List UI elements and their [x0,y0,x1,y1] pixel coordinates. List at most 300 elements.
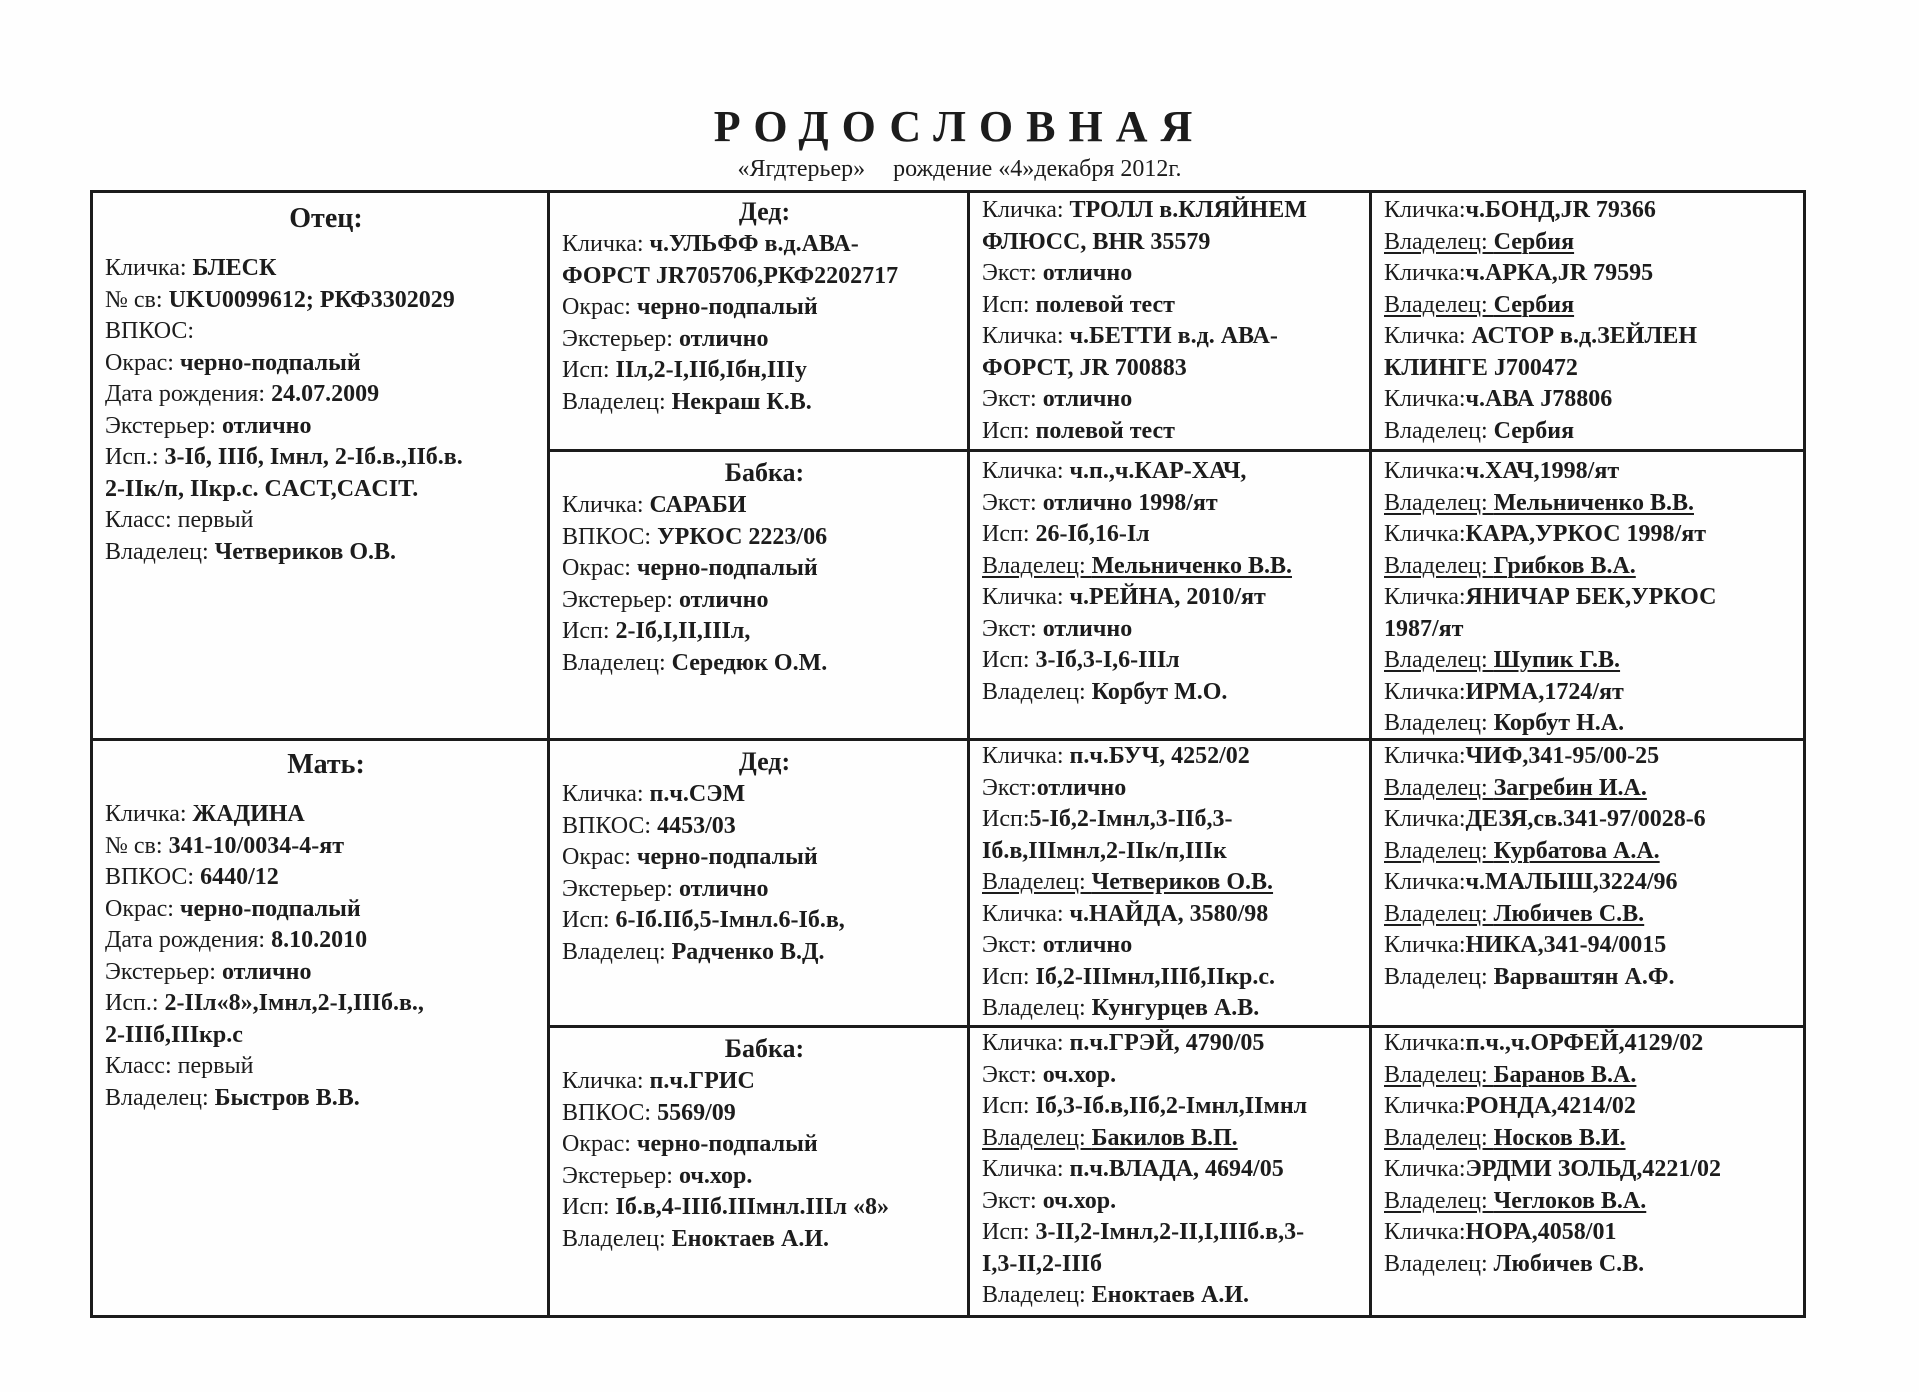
field-value: ч.п.,ч.КАР-ХАЧ, [1069,458,1247,484]
record-line [562,1066,967,1098]
record-line [1384,195,1803,227]
field-value: оч.хор. [1042,1061,1117,1088]
field-label: Кличка: [562,781,650,807]
field-value: отлично [1042,932,1133,958]
field-value: полевой тест [1035,417,1175,444]
field-label: Окрас: [562,294,637,320]
field-value: ч.РЕЙНА, 2010/ят [1069,584,1266,610]
field-value: черно-подпалый [636,1131,818,1157]
field-value: Мельниченко В.В. [1091,552,1292,579]
record-line [562,1224,967,1256]
record-line [105,442,547,474]
record-line [1384,773,1803,805]
record-line [1384,741,1803,773]
great-grandparents-cell [970,193,1369,449]
field-label: Владелец: [1384,837,1494,864]
field-value: отлично [678,325,769,352]
record-line [562,779,967,811]
field-value: КЛИНГЕ J700472 [1384,354,1578,381]
record-line [982,1123,1369,1155]
record-line [105,925,547,957]
record-line [105,285,547,317]
field-label: ВПКОС: [562,523,658,550]
record-line [562,937,967,969]
record-line [982,614,1369,646]
field-label: Исп.: [105,444,165,470]
field-value: 3-Iб,3-I,6-IIIл [1035,647,1180,673]
record-line [105,505,547,537]
record-line [1384,836,1803,868]
field-label: Кличка: [105,255,193,281]
great-grandparents-cell [970,741,1369,1025]
field-label: Кличка: [562,231,650,257]
record-line [105,316,547,348]
field-value: Любичев С.В. [1493,900,1645,927]
field-label: Владелец: [1384,900,1494,927]
field-label: Кличка: [562,492,650,518]
field-value: ДЕЗЯ,св.341-97/0028-6 [1465,806,1706,832]
field-value: п.ч.ГРЭЙ, 4790/05 [1069,1030,1265,1056]
field-value: 341-10/0034-4-ят [168,832,344,859]
field-label: Дата рождения: [105,927,272,953]
field-value: НОРА,4058/01 [1465,1219,1617,1245]
record-line [105,862,547,894]
field-label: Кличка: [1384,386,1466,412]
record-line [562,874,967,906]
record-line [105,1020,547,1052]
record-line [562,324,967,356]
document-title: РОДОСЛОВНАЯ [713,102,1206,151]
field-label: № св: [105,832,169,859]
field-label: Исп: [982,521,1036,547]
field-label: Кличка: [1384,1093,1466,1119]
record-line [1384,1249,1803,1281]
field-value: 1987/ят [1384,615,1464,642]
field-label: Владелец: [982,678,1092,705]
field-label: Кличка: [1384,932,1466,958]
field-value: 26-Iб,16-Iл [1035,521,1150,547]
field-label: Владелец: [105,1084,215,1111]
field-value: оч.хор. [678,1162,753,1189]
field-label: Кличка: [1384,260,1466,286]
field-label: Исп: [982,963,1036,990]
field-label: Владелец: [1384,552,1494,579]
field-value: отлично [1042,260,1133,286]
field-value: ч.АРКА,JR 79595 [1465,260,1654,286]
field-value: отлично [1036,774,1127,801]
field-label: Владелец: [1384,417,1494,444]
record-line [105,799,547,831]
record-line [1384,416,1803,448]
record-line [105,537,547,569]
record-line [1384,582,1803,614]
record-line [1384,1060,1803,1092]
field-value: отлично [1042,615,1133,642]
field-label: Исп: [562,1194,616,1220]
field-value: 6440/12 [200,864,279,890]
field-label: Экст: [982,615,1043,642]
field-value: ч.БОНД,JR 79366 [1465,197,1656,223]
record-line [982,962,1369,994]
record-line [982,836,1369,868]
field-label: ВПКОС: [105,864,201,890]
field-value: 3-Iб, IIIб, Iмнл, 2-Iб.в.,IIб.в. [164,444,463,470]
record-line [105,348,547,380]
field-label: Исп: [982,1219,1036,1245]
record-line [1384,1186,1803,1218]
record-line [1384,258,1803,290]
field-label: Кличка: [1384,584,1466,610]
field-label: ВПКОС: [562,1099,658,1126]
field-value: черно-подпалый [636,555,818,581]
field-label: Кличка: [562,1068,650,1094]
field-value: отлично [1042,386,1133,412]
field-value: 5569/09 [657,1099,736,1126]
field-value: Корбут Н.А. [1493,710,1625,736]
field-label: Кличка: [982,1156,1070,1182]
field-value: отлично [221,958,312,985]
field-label: Владелец: [982,995,1092,1021]
field-value: ч.БЕТТИ в.д. АВА- [1069,323,1278,349]
field-value: 6-Iб.IIб,5-Iмнл.6-Iб.в, [615,907,845,933]
field-value: УРКОС 2223/06 [657,523,828,550]
field-value: отлично [678,875,769,902]
field-label: Владелец: [982,1124,1092,1151]
field-value: ч.АВА J78806 [1465,386,1613,412]
field-value: ч.УЛЬФФ в.д.АВА- [649,231,859,257]
field-value: Еноктаев А.И. [671,1225,829,1252]
field-value: БЛЕСК [192,255,277,281]
record-line [982,741,1369,773]
field-value: АСТОР в.д.ЗЕЙЛЕН [1471,323,1698,349]
field-label: Кличка: [1384,1156,1466,1182]
field-label: Экстерьер: [105,958,222,985]
field-label: Владелец: [1384,228,1494,255]
field-label: Кличка: [982,197,1070,223]
field-value: полевой тест [1035,291,1175,318]
breed-name: «Ягдтерьер» [737,156,866,182]
field-value: 5-Iб,2-Iмнл,3-IIб,3- [1029,806,1233,832]
record-line [1384,708,1803,740]
cell-heading: Дед: [738,747,791,776]
field-label: Владелец: [1384,963,1494,990]
record-line [982,195,1369,227]
record-line [105,474,547,506]
field-value: Сербия [1493,291,1575,318]
field-value: черно-подпалый [179,895,361,922]
field-label: Кличка: [1384,197,1466,223]
record-line [1384,290,1803,322]
record-line [1384,1123,1803,1155]
record-line [562,292,967,324]
field-value: ЭРДМИ ЗОЛЬД,4221/02 [1465,1156,1722,1182]
field-value: Iб.в,IIIмнл,2-IIк/п,IIIк [982,837,1227,864]
record-line [562,261,967,293]
field-label: Класс: первый [105,507,254,533]
field-value: ЖАДИНА [192,801,305,827]
record-line [562,355,967,387]
field-value: IIл,2-I,IIб,Iбн,IIIу [615,357,807,383]
field-label: Исп: [982,1093,1036,1119]
record-line [105,411,547,443]
field-label: Кличка: [1384,743,1466,769]
record-line [982,551,1369,583]
field-label: Исп: [562,357,616,383]
field-value: 2-Iб,I,II,IIIл, [615,618,751,644]
record-line [982,930,1369,962]
field-value: 4453/03 [657,812,736,839]
record-line [982,353,1369,385]
record-line [1384,1091,1803,1123]
field-value: 8.10.2010 [271,927,368,953]
record-line [105,379,547,411]
record-line [1384,384,1803,416]
field-label: Кличка: [982,900,1070,927]
field-value: п.ч.ГРИС [649,1068,755,1094]
record-line [982,488,1369,520]
field-label: Кличка: [1384,678,1466,705]
field-value: ФОРСТ, JR 700883 [982,354,1187,381]
field-value: ЧИФ,341-95/00-25 [1465,743,1660,769]
field-label: Окрас: [105,895,180,922]
field-value: Любичев С.В. [1493,1250,1645,1277]
record-line [105,1083,547,1115]
field-label: Кличка: [1384,323,1472,349]
record-line [1384,353,1803,385]
record-line [982,384,1369,416]
field-label: Владелец: [562,938,672,965]
field-label: Исп: [562,907,616,933]
field-value: Кунгурцев А.В. [1091,995,1260,1021]
field-value: НИКА,341-94/0015 [1465,932,1667,958]
record-line [982,1091,1369,1123]
cell-heading: Бабка: [724,1034,805,1063]
field-value: Еноктаев А.И. [1091,1282,1249,1308]
field-label: Владелец: [1384,1124,1494,1151]
record-line [1384,321,1803,353]
field-value: отлично [678,586,769,613]
birth-date: рождение «4»декабря 2012г. [893,156,1182,182]
field-label: Исп: [982,647,1036,673]
record-line [105,988,547,1020]
record-line [562,1098,967,1130]
record-line [1384,551,1803,583]
field-label: ВПКОС: [562,812,658,839]
field-label: Исп: [982,806,1030,832]
record-line [105,253,547,285]
record-line [982,290,1369,322]
field-value: 3-II,2-Iмнл,2-II,I,IIIб.в,3- [1035,1219,1305,1245]
field-label: Экст: [982,260,1043,286]
record-line [562,1161,967,1193]
field-label: Исп.: [105,990,165,1016]
record-line [982,416,1369,448]
field-label: Экст: [982,489,1043,516]
field-value: РОНДА,4214/02 [1465,1093,1636,1119]
field-label: Кличка: [1384,806,1466,832]
record-line [1384,899,1803,931]
record-line [105,831,547,863]
field-value: UKU0099612; РКФ3302029 [168,286,455,313]
maternal-grandfather-cell [550,741,967,1025]
record-line [982,1217,1369,1249]
field-value: Некраш К.В. [671,388,812,415]
cell-heading: Бабка: [724,458,805,487]
field-value: черно-подпалый [179,349,361,376]
record-line [1384,677,1803,709]
field-label: Исп: [982,417,1036,444]
field-label: Экстерьер: [105,412,222,439]
record-line [562,229,967,261]
father-cell [93,193,547,738]
record-line [1384,645,1803,677]
record-line [982,773,1369,805]
field-value: Быстров В.В. [214,1084,360,1111]
field-label: Экстерьер: [562,1162,679,1189]
field-value: Сербия [1493,228,1575,255]
record-line [982,645,1369,677]
field-label: Экст: [982,932,1043,958]
field-label: Кличка: [1384,1219,1466,1245]
field-label: Кличка: [1384,521,1466,547]
record-line [1384,456,1803,488]
field-value: отлично 1998/ят [1042,489,1218,516]
field-label: Владелец: [1384,774,1494,801]
field-label: Владелец: [1384,647,1494,673]
field-value: ТРОЛЛ в.КЛЯЙНЕМ [1069,197,1307,223]
field-value: Iб,2-IIIмнл,IIIб,IIкр.с. [1035,963,1276,990]
record-line [982,1154,1369,1186]
field-label: Кличка: [105,801,193,827]
great-great-grandparents-cell [1372,741,1803,1025]
field-label: Владелец: [562,649,672,676]
field-label: Окрас: [562,1131,637,1157]
record-line [562,616,967,648]
field-label: Кличка: [1384,458,1466,484]
field-label: Кличка: [1384,869,1466,895]
maternal-grandmother-cell [550,1028,967,1315]
field-value: Варваштян А.Ф. [1493,963,1675,990]
field-value: 2-IIл«8»,Iмнл,2-I,IIIб.в., [164,990,424,1016]
field-value: Чеглоков В.А. [1493,1187,1647,1214]
field-value: 2-IIк/п, IIкр.с. CACT,CACIT. [105,475,419,502]
mother-cell [93,741,547,1315]
record-line [1384,962,1803,994]
field-label: Окрас: [562,555,637,581]
field-value: п.ч.БУЧ, 4252/02 [1069,743,1250,769]
field-value: Iб.в,4-IIIб.IIIмнл.IIIл «8» [615,1194,889,1220]
field-value: Носков В.И. [1493,1124,1626,1151]
record-line [105,957,547,989]
field-label: Экст: [982,1187,1043,1214]
field-value: Курбатова А.А. [1493,837,1660,864]
field-label: Кличка: [982,743,1070,769]
field-value: Сербия [1493,417,1575,444]
field-label: Владелец: [562,1225,672,1252]
great-great-grandparents-cell [1372,193,1803,449]
great-great-grandparents-cell [1372,1028,1803,1315]
record-line [1384,867,1803,899]
field-value: Четвериков О.В. [1091,869,1274,895]
paternal-grandfather-cell [550,193,967,449]
record-line [1384,614,1803,646]
field-label: Владелец: [562,388,672,415]
field-value: оч.хор. [1042,1187,1117,1214]
field-label: Окрас: [562,844,637,870]
record-line [562,522,967,554]
record-line [982,1060,1369,1092]
field-value: п.ч.ВЛАДА, 4694/05 [1069,1156,1284,1182]
great-grandparents-cell [970,452,1369,738]
field-label: Владелец: [982,552,1092,579]
field-value: п.ч.СЭМ [649,781,746,807]
field-label: Кличка: [982,584,1070,610]
record-line [982,677,1369,709]
record-line [982,321,1369,353]
field-label: Исп: [982,291,1036,318]
field-label: Владелец: [1384,489,1494,516]
record-line [562,648,967,680]
field-label: Окрас: [105,349,180,376]
field-label: Экстерьер: [562,875,679,902]
field-value: черно-подпалый [636,844,818,870]
field-value: I,3-II,2-IIIб [982,1250,1103,1277]
field-value: Баранов В.А. [1493,1061,1637,1088]
record-line [105,1051,547,1083]
field-value: Середюк О.М. [671,649,828,676]
field-value: 2-IIIб,IIIкр.с [105,1021,243,1048]
field-label: Владелец: [1384,710,1494,736]
field-value: Корбут М.О. [1091,678,1228,705]
field-label: Исп: [562,618,616,644]
field-value: Бакилов В.П. [1091,1124,1238,1151]
field-label: Экстерьер: [562,325,679,352]
record-line [1384,519,1803,551]
field-label: Владелец: [1384,1250,1494,1277]
record-line [1384,804,1803,836]
field-value: Мельниченко В.В. [1493,489,1694,516]
record-line [982,227,1369,259]
field-value: Iб,3-Iб.в,IIб,2-Iмнл,IIмнл [1035,1093,1308,1119]
record-line [1384,1028,1803,1060]
record-line [1384,488,1803,520]
record-line [982,1028,1369,1060]
record-line [1384,227,1803,259]
record-line [562,387,967,419]
field-label: ВПКОС: [105,318,195,344]
field-label: Владелец: [982,869,1092,895]
record-line [982,456,1369,488]
record-line [562,811,967,843]
record-line [562,1192,967,1224]
record-line [982,899,1369,931]
great-grandparents-cell [970,1028,1369,1315]
field-label: Владелец: [1384,291,1494,318]
document-subtitle [0,157,1919,181]
field-label: Экст: [982,774,1037,801]
record-line [982,867,1369,899]
field-value: п.ч.,ч.ОРФЕЙ,4129/02 [1465,1030,1704,1056]
record-line [982,804,1369,836]
cell-heading: Мать: [287,749,365,780]
field-label: Экстерьер: [562,586,679,613]
record-line [105,894,547,926]
record-line [562,553,967,585]
record-line [562,842,967,874]
record-line [1384,930,1803,962]
record-line [982,582,1369,614]
field-value: ФЛЮСС, BHR 35579 [982,228,1211,255]
